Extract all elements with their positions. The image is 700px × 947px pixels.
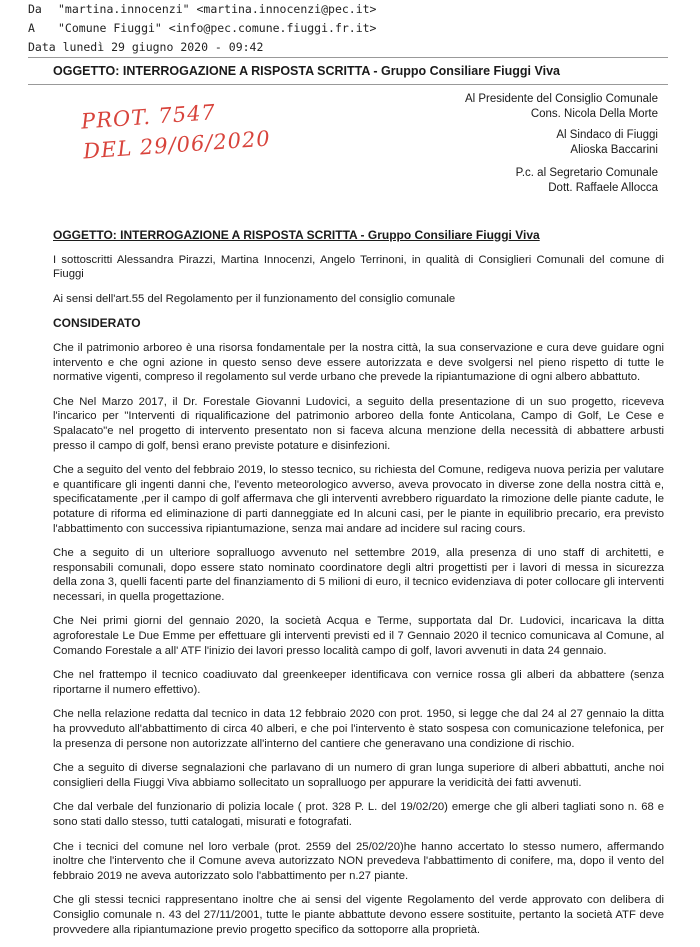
paragraph: Che nella relazione redatta dal tecnico in data 12 febbraio 2020 con prot. 1950, si legge che dal 24 al 27 gennaio la ditta ha provveduto all'abbattimento di circa 40 alberi, e che poi l'intervento è stato sospesa con comunicazione telefonica, per la presenza di persone non autorizzate all'interno del cantiere che generavano una condizione di rischio. [53, 708, 664, 750]
paragraph: Che i tecnici del comune nel loro verbale (prot. 2559 del 25/02/20)he hanno accertato lo stesso numero, affermando inoltre che l'intervento che il Comune aveva autorizzato NON prevedeva l'abbattimento di conifere, ma, dopo il vento del febbraio 2019 ne aveva autorizzato solo l'abbattimento per n.27 piante. [53, 840, 664, 882]
email-from-row [28, 0, 668, 19]
paragraph: Che il patrimonio arboreo è una risorsa fondamentale per la nostra città, la sua conservazione e cura deve guidare ogni intervento e che ogni azione in questo senso deve essere autorizzata e deve svolgersi nel pieno rispetto di tutte le normative vigenti, compreso il regolamento sul verde urbano che prevede la ripiantumazione di ogni albero abbattuto. [53, 341, 664, 384]
email-header [28, 0, 668, 57]
paragraph: Che nel frattempo il tecnico coadiuvato dal greenkeeper identificava con vernice rossa gli alberi da abbattere (senza riportarne il numero effettivo). [53, 669, 664, 696]
email-date-value: Data lunedì 29 giugno 2020 - 09:42 [28, 40, 264, 54]
letter-body [53, 228, 664, 947]
recipient-mayor-role: Al Sindaco di Fiuggi [556, 129, 658, 141]
email-to-label: A [28, 21, 35, 35]
letter-legal-basis: Ai sensi dell'art.55 del Regolamento per il funzionamento del consiglio comunale [53, 292, 456, 305]
header-divider-bottom [28, 84, 668, 85]
email-from-label: Da [28, 2, 42, 16]
email-from-value: "martina.innocenzi" <martina.innocenzi@pec.it> [58, 2, 377, 16]
protocol-stamp [80, 94, 272, 167]
paragraph: Che dal verbale del funzionario di polizia locale ( prot. 328 P. L. del 19/02/20) emerge che gli alberi tagliati sono n. 68 e sono stati dallo stesso, tutti catalogati, misurati e fotografati. [53, 801, 664, 828]
section-heading: CONSIDERATO [53, 316, 141, 331]
recipient-secretary [516, 166, 658, 196]
paragraph: Che a seguito di diverse segnalazioni che parlavano di un numero di gran lunga superiore di alberi abbattuti, anche noi consiglieri della Fiuggi Viva abbiamo sollecitato un sopralluogo per appurare la veridicità dei fatti avvenuti. [53, 762, 664, 789]
letter-intro: I sottoscritti Alessandra Pirazzi, Martina Innocenzi, Angelo Terrinoni, in qualità di Consiglieri Comunali del comune di Fiuggi [53, 253, 664, 281]
paragraph: Che a seguito di un ulteriore sopralluogo avvenuto nel settembre 2019, alla presenza di uno staff di architetti, e responsabili comunali, dopo essere stato nominato coordinatore degli altri progettisti per i lavori di messa in sicurezza della zona 3, quelli facenti parte del finanziamento di 5 milioni di euro, il tecnico evidenziava di poter collocare gli interventi necessari, in quella progettazione. [53, 547, 664, 603]
email-to-value: "Comune Fiuggi" <info@pec.comune.fiuggi.fr.it> [58, 21, 377, 35]
letter-subject: OGGETTO: INTERROGAZIONE A RISPOSTA SCRITTA - Gruppo Consiliare Fiuggi Viva [53, 228, 540, 242]
header-divider-top [28, 57, 668, 58]
email-to-row [28, 19, 668, 38]
email-date-row [28, 38, 668, 57]
recipient-president-role: Al Presidente del Consiglio Comunale [464, 93, 658, 105]
email-subject: OGGETTO: INTERROGAZIONE A RISPOSTA SCRITTA - Gruppo Consiliare Fiuggi Viva [53, 64, 560, 78]
recipient-mayor-name: Alioska Baccarini [570, 144, 658, 156]
paragraph: Che Nel Marzo 2017, il Dr. Forestale Giovanni Ludovici, a seguito della presentazione di un suo progetto, riceveva l'incarico per "Interventi di riqualificazione del patrimonio arboreo della fonte Anticolana, Campo di Golf, Le Cese e Spalacato"e nel progetto di intervento presentato non si faceva alcuna menzione della necessità di abbattere arbusti presso il campo di golf, bensì erano previste potature e disinfezioni. [53, 395, 664, 452]
protocol-date: DEL 29/06/2020 [82, 126, 272, 164]
recipient-president [465, 92, 658, 122]
protocol-number: PROT. 7547 [80, 100, 217, 134]
recipient-secretary-role: P.c. al Segretario Comunale [515, 167, 658, 179]
paragraph: Che a seguito del vento del febbraio 2019, lo stesso tecnico, su richiesta del Comune, redigeva nuova perizia per valutare e quantificare gli ingenti danni che, l'evento meteorologico avverso, aveva provocato in diverse zone della nostra città e, specificatamente ,per il campo di golf affermava che gli interventi avrebbero riguardato la rimozione delle piante cadute, le potature di riforma ed eliminazione di parti danneggiate ed In alcuni casi, per le piante in equilibrio precario, era previsto l'abbattimento con successiva ripiantumazione, senza mai andare ad incidere sul racing cours. [53, 464, 664, 535]
recipient-secretary-name: Dott. Raffaele Allocca [548, 182, 658, 194]
paragraph: Che gli stessi tecnici rappresentano inoltre che ai sensi del vigente Regolamento del verde approvato con delibera di Consiglio comunale n. 43 del 27/11/2001, tutte le piante abbattute devono essere sostituite, pertanto la società ATF deve provvedere alla ripiantumazione previo progetto specifico da sottoporre alla proprietà. [53, 894, 664, 936]
recipient-mayor [556, 128, 658, 158]
paragraph: Che Nei primi giorni del gennaio 2020, la società Acqua e Terme, supportata dal Dr. Ludovici, incaricava la ditta agroforestale Le Due Emme per effettuare gli interventi previsti ed il 7 Gennaio 2020 il tecnico comunicava al Comune, al Comando Forestale a all' ATF l'inizio dei lavori presso località campo di golf, lavori avvenuti in data 24 gennaio. [53, 615, 664, 657]
recipient-president-name: Cons. Nicola Della Morte [530, 108, 658, 120]
